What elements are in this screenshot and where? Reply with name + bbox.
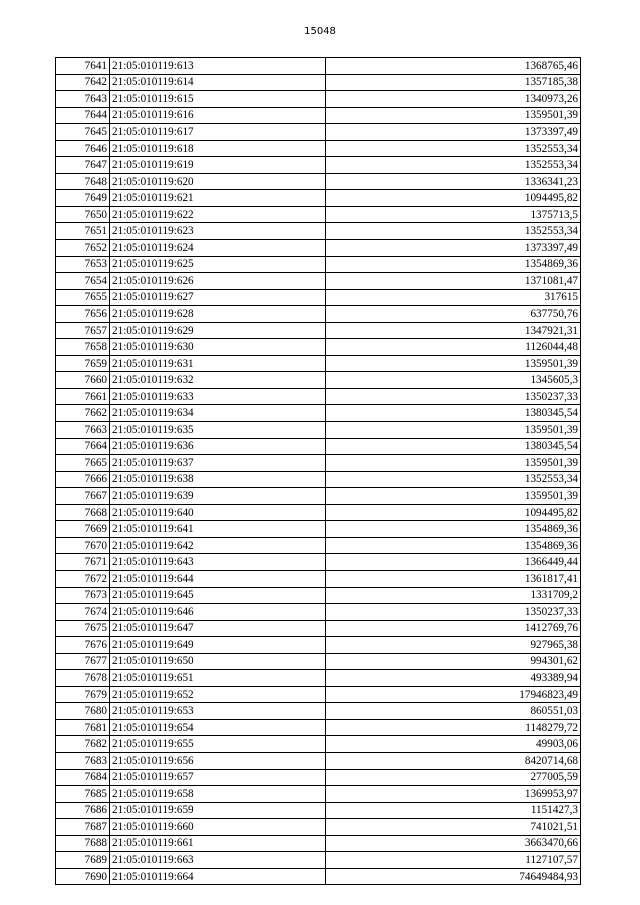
value-cell: 1350237,33 — [326, 388, 581, 405]
row-number-cell: 7687 — [56, 819, 110, 836]
table-row — [56, 637, 581, 654]
cadastral-number-cell: 21:05:010119:634 — [110, 405, 326, 422]
row-number-cell: 7654 — [56, 273, 110, 290]
table-row — [56, 587, 581, 604]
row-number-cell: 7657 — [56, 322, 110, 339]
table-row — [56, 752, 581, 769]
row-number-cell: 7665 — [56, 455, 110, 472]
row-number-cell: 7655 — [56, 289, 110, 306]
row-number-cell: 7641 — [56, 58, 110, 75]
table-row — [56, 653, 581, 670]
cadastral-number-cell: 21:05:010119:615 — [110, 91, 326, 108]
cadastral-number-cell: 21:05:010119:640 — [110, 504, 326, 521]
table-body — [56, 58, 581, 885]
cadastral-number-cell: 21:05:010119:625 — [110, 256, 326, 273]
row-number-cell: 7663 — [56, 422, 110, 439]
table-row — [56, 173, 581, 190]
cadastral-number-cell: 21:05:010119:628 — [110, 306, 326, 323]
value-cell: 1357185,38 — [326, 74, 581, 91]
table-row — [56, 521, 581, 538]
value-cell: 1352553,34 — [326, 471, 581, 488]
row-number-cell: 7680 — [56, 703, 110, 720]
cadastral-number-cell: 21:05:010119:639 — [110, 488, 326, 505]
row-number-cell: 7677 — [56, 653, 110, 670]
table-row — [56, 455, 581, 472]
table-row — [56, 537, 581, 554]
value-cell: 1094495,82 — [326, 190, 581, 207]
cadastral-number-cell: 21:05:010119:654 — [110, 719, 326, 736]
row-number-cell: 7652 — [56, 240, 110, 257]
row-number-cell: 7648 — [56, 173, 110, 190]
row-number-cell: 7681 — [56, 719, 110, 736]
table-row — [56, 306, 581, 323]
value-cell: 1373397,49 — [326, 124, 581, 141]
cadastral-number-cell: 21:05:010119:619 — [110, 157, 326, 174]
cadastral-number-cell: 21:05:010119:658 — [110, 786, 326, 803]
value-cell: 1126044,48 — [326, 339, 581, 356]
row-number-cell: 7668 — [56, 504, 110, 521]
cadastral-number-cell: 21:05:010119:622 — [110, 206, 326, 223]
table-row — [56, 273, 581, 290]
value-cell: 1352553,34 — [326, 157, 581, 174]
table-row — [56, 206, 581, 223]
row-number-cell: 7661 — [56, 388, 110, 405]
table-row — [56, 124, 581, 141]
value-cell: 493389,94 — [326, 670, 581, 687]
cadastral-number-cell: 21:05:010119:636 — [110, 438, 326, 455]
value-cell: 1368765,46 — [326, 58, 581, 75]
table-row — [56, 719, 581, 736]
table-row — [56, 471, 581, 488]
cadastral-number-cell: 21:05:010119:659 — [110, 802, 326, 819]
cadastral-number-cell: 21:05:010119:652 — [110, 686, 326, 703]
row-number-cell: 7666 — [56, 471, 110, 488]
value-cell: 1094495,82 — [326, 504, 581, 521]
row-number-cell: 7651 — [56, 223, 110, 240]
table-row — [56, 852, 581, 869]
value-cell: 1361817,41 — [326, 570, 581, 587]
row-number-cell: 7684 — [56, 769, 110, 786]
row-number-cell: 7658 — [56, 339, 110, 356]
table-row — [56, 670, 581, 687]
row-number-cell: 7642 — [56, 74, 110, 91]
row-number-cell: 7670 — [56, 537, 110, 554]
cadastral-number-cell: 21:05:010119:624 — [110, 240, 326, 257]
table-row — [56, 388, 581, 405]
value-cell: 1366449,44 — [326, 554, 581, 571]
row-number-cell: 7647 — [56, 157, 110, 174]
value-cell: 3663470,66 — [326, 835, 581, 852]
cadastral-number-cell: 21:05:010119:638 — [110, 471, 326, 488]
cadastral-number-cell: 21:05:010119:614 — [110, 74, 326, 91]
row-number-cell: 7671 — [56, 554, 110, 571]
value-cell: 277005,59 — [326, 769, 581, 786]
value-cell: 1369953,97 — [326, 786, 581, 803]
cadastral-number-cell: 21:05:010119:637 — [110, 455, 326, 472]
row-number-cell: 7673 — [56, 587, 110, 604]
cadastral-number-cell: 21:05:010119:661 — [110, 835, 326, 852]
value-cell: 1359501,39 — [326, 355, 581, 372]
table-row — [56, 835, 581, 852]
cadastral-number-cell: 21:05:010119:644 — [110, 570, 326, 587]
row-number-cell: 7678 — [56, 670, 110, 687]
row-number-cell: 7656 — [56, 306, 110, 323]
cadastral-number-cell: 21:05:010119:649 — [110, 637, 326, 654]
cadastral-number-cell: 21:05:010119:635 — [110, 422, 326, 439]
value-cell: 860551,03 — [326, 703, 581, 720]
value-cell: 1380345,54 — [326, 405, 581, 422]
value-cell: 317615 — [326, 289, 581, 306]
cadastral-number-cell: 21:05:010119:646 — [110, 604, 326, 621]
cadastral-number-cell: 21:05:010119:645 — [110, 587, 326, 604]
table-row — [56, 438, 581, 455]
table-row — [56, 504, 581, 521]
table-row — [56, 736, 581, 753]
table-row — [56, 157, 581, 174]
cadastral-number-cell: 21:05:010119:623 — [110, 223, 326, 240]
table-row — [56, 58, 581, 75]
value-cell: 1350237,33 — [326, 604, 581, 621]
value-cell: 1347921,31 — [326, 322, 581, 339]
table-row — [56, 786, 581, 803]
table-row — [56, 256, 581, 273]
value-cell: 927965,38 — [326, 637, 581, 654]
table-row — [56, 339, 581, 356]
table-row — [56, 372, 581, 389]
row-number-cell: 7676 — [56, 637, 110, 654]
value-cell: 1373397,49 — [326, 240, 581, 257]
table-row — [56, 554, 581, 571]
cadastral-number-cell: 21:05:010119:617 — [110, 124, 326, 141]
value-cell: 1148279,72 — [326, 719, 581, 736]
table-row — [56, 488, 581, 505]
value-cell: 1331709,2 — [326, 587, 581, 604]
value-cell: 1412769,76 — [326, 620, 581, 637]
cadastral-number-cell: 21:05:010119:618 — [110, 140, 326, 157]
cadastral-number-cell: 21:05:010119:641 — [110, 521, 326, 538]
row-number-cell: 7675 — [56, 620, 110, 637]
table-row — [56, 107, 581, 124]
cadastral-number-cell: 21:05:010119:626 — [110, 273, 326, 290]
row-number-cell: 7667 — [56, 488, 110, 505]
row-number-cell: 7653 — [56, 256, 110, 273]
row-number-cell: 7644 — [56, 107, 110, 124]
cadastral-number-cell: 21:05:010119:631 — [110, 355, 326, 372]
value-cell: 1354869,36 — [326, 537, 581, 554]
cadastral-number-cell: 21:05:010119:633 — [110, 388, 326, 405]
row-number-cell: 7649 — [56, 190, 110, 207]
value-cell: 1352553,34 — [326, 140, 581, 157]
table-row — [56, 322, 581, 339]
table-row — [56, 74, 581, 91]
row-number-cell: 7689 — [56, 852, 110, 869]
value-cell: 8420714,68 — [326, 752, 581, 769]
value-cell: 1340973,26 — [326, 91, 581, 108]
row-number-cell: 7682 — [56, 736, 110, 753]
cadastral-number-cell: 21:05:010119:630 — [110, 339, 326, 356]
value-cell: 49903,06 — [326, 736, 581, 753]
value-cell: 1359501,39 — [326, 107, 581, 124]
cadastral-number-cell: 21:05:010119:650 — [110, 653, 326, 670]
value-cell: 74649484,93 — [326, 868, 581, 885]
row-number-cell: 7688 — [56, 835, 110, 852]
table-row — [56, 868, 581, 885]
table-row — [56, 819, 581, 836]
row-number-cell: 7679 — [56, 686, 110, 703]
value-cell: 1151427,3 — [326, 802, 581, 819]
page-number: 15048 — [304, 26, 336, 37]
cadastral-number-cell: 21:05:010119:657 — [110, 769, 326, 786]
value-cell: 1359501,39 — [326, 422, 581, 439]
cadastral-number-cell: 21:05:010119:647 — [110, 620, 326, 637]
cadastral-number-cell: 21:05:010119:629 — [110, 322, 326, 339]
cadastral-number-cell: 21:05:010119:616 — [110, 107, 326, 124]
value-cell: 1345605,3 — [326, 372, 581, 389]
cadastral-number-cell: 21:05:010119:627 — [110, 289, 326, 306]
table-row — [56, 703, 581, 720]
table-row — [56, 620, 581, 637]
row-number-cell: 7685 — [56, 786, 110, 803]
value-cell: 1359501,39 — [326, 455, 581, 472]
cadastral-number-cell: 21:05:010119:656 — [110, 752, 326, 769]
row-number-cell: 7669 — [56, 521, 110, 538]
value-cell: 1359501,39 — [326, 488, 581, 505]
value-cell: 994301,62 — [326, 653, 581, 670]
table-row — [56, 405, 581, 422]
value-cell: 1336341,23 — [326, 173, 581, 190]
table-row — [56, 802, 581, 819]
row-number-cell: 7674 — [56, 604, 110, 621]
row-number-cell: 7650 — [56, 206, 110, 223]
value-cell: 17946823,49 — [326, 686, 581, 703]
cadastral-number-cell: 21:05:010119:664 — [110, 868, 326, 885]
value-cell: 1354869,36 — [326, 256, 581, 273]
row-number-cell: 7660 — [56, 372, 110, 389]
table-row — [56, 240, 581, 257]
value-cell: 1375713,5 — [326, 206, 581, 223]
cadastral-number-cell: 21:05:010119:621 — [110, 190, 326, 207]
row-number-cell: 7645 — [56, 124, 110, 141]
table-row — [56, 769, 581, 786]
cadastral-number-cell: 21:05:010119:642 — [110, 537, 326, 554]
table-row — [56, 190, 581, 207]
value-cell: 1380345,54 — [326, 438, 581, 455]
table-row — [56, 686, 581, 703]
table-row — [56, 604, 581, 621]
data-table — [55, 57, 581, 885]
value-cell: 637750,76 — [326, 306, 581, 323]
value-cell: 1352553,34 — [326, 223, 581, 240]
row-number-cell: 7643 — [56, 91, 110, 108]
row-number-cell: 7683 — [56, 752, 110, 769]
table-row — [56, 140, 581, 157]
cadastral-number-cell: 21:05:010119:613 — [110, 58, 326, 75]
cadastral-number-cell: 21:05:010119:620 — [110, 173, 326, 190]
row-number-cell: 7664 — [56, 438, 110, 455]
table-row — [56, 422, 581, 439]
table-row — [56, 91, 581, 108]
row-number-cell: 7686 — [56, 802, 110, 819]
row-number-cell: 7659 — [56, 355, 110, 372]
cadastral-number-cell: 21:05:010119:651 — [110, 670, 326, 687]
cadastral-number-cell: 21:05:010119:643 — [110, 554, 326, 571]
row-number-cell: 7672 — [56, 570, 110, 587]
table-row — [56, 223, 581, 240]
table-row — [56, 355, 581, 372]
cadastral-number-cell: 21:05:010119:632 — [110, 372, 326, 389]
row-number-cell: 7662 — [56, 405, 110, 422]
cadastral-number-cell: 21:05:010119:663 — [110, 852, 326, 869]
table-row — [56, 570, 581, 587]
cadastral-number-cell: 21:05:010119:655 — [110, 736, 326, 753]
value-cell: 1371081,47 — [326, 273, 581, 290]
cadastral-number-cell: 21:05:010119:660 — [110, 819, 326, 836]
cadastral-number-cell: 21:05:010119:653 — [110, 703, 326, 720]
value-cell: 1127107,57 — [326, 852, 581, 869]
table-row — [56, 289, 581, 306]
row-number-cell: 7690 — [56, 868, 110, 885]
value-cell: 1354869,36 — [326, 521, 581, 538]
row-number-cell: 7646 — [56, 140, 110, 157]
value-cell: 741021,51 — [326, 819, 581, 836]
